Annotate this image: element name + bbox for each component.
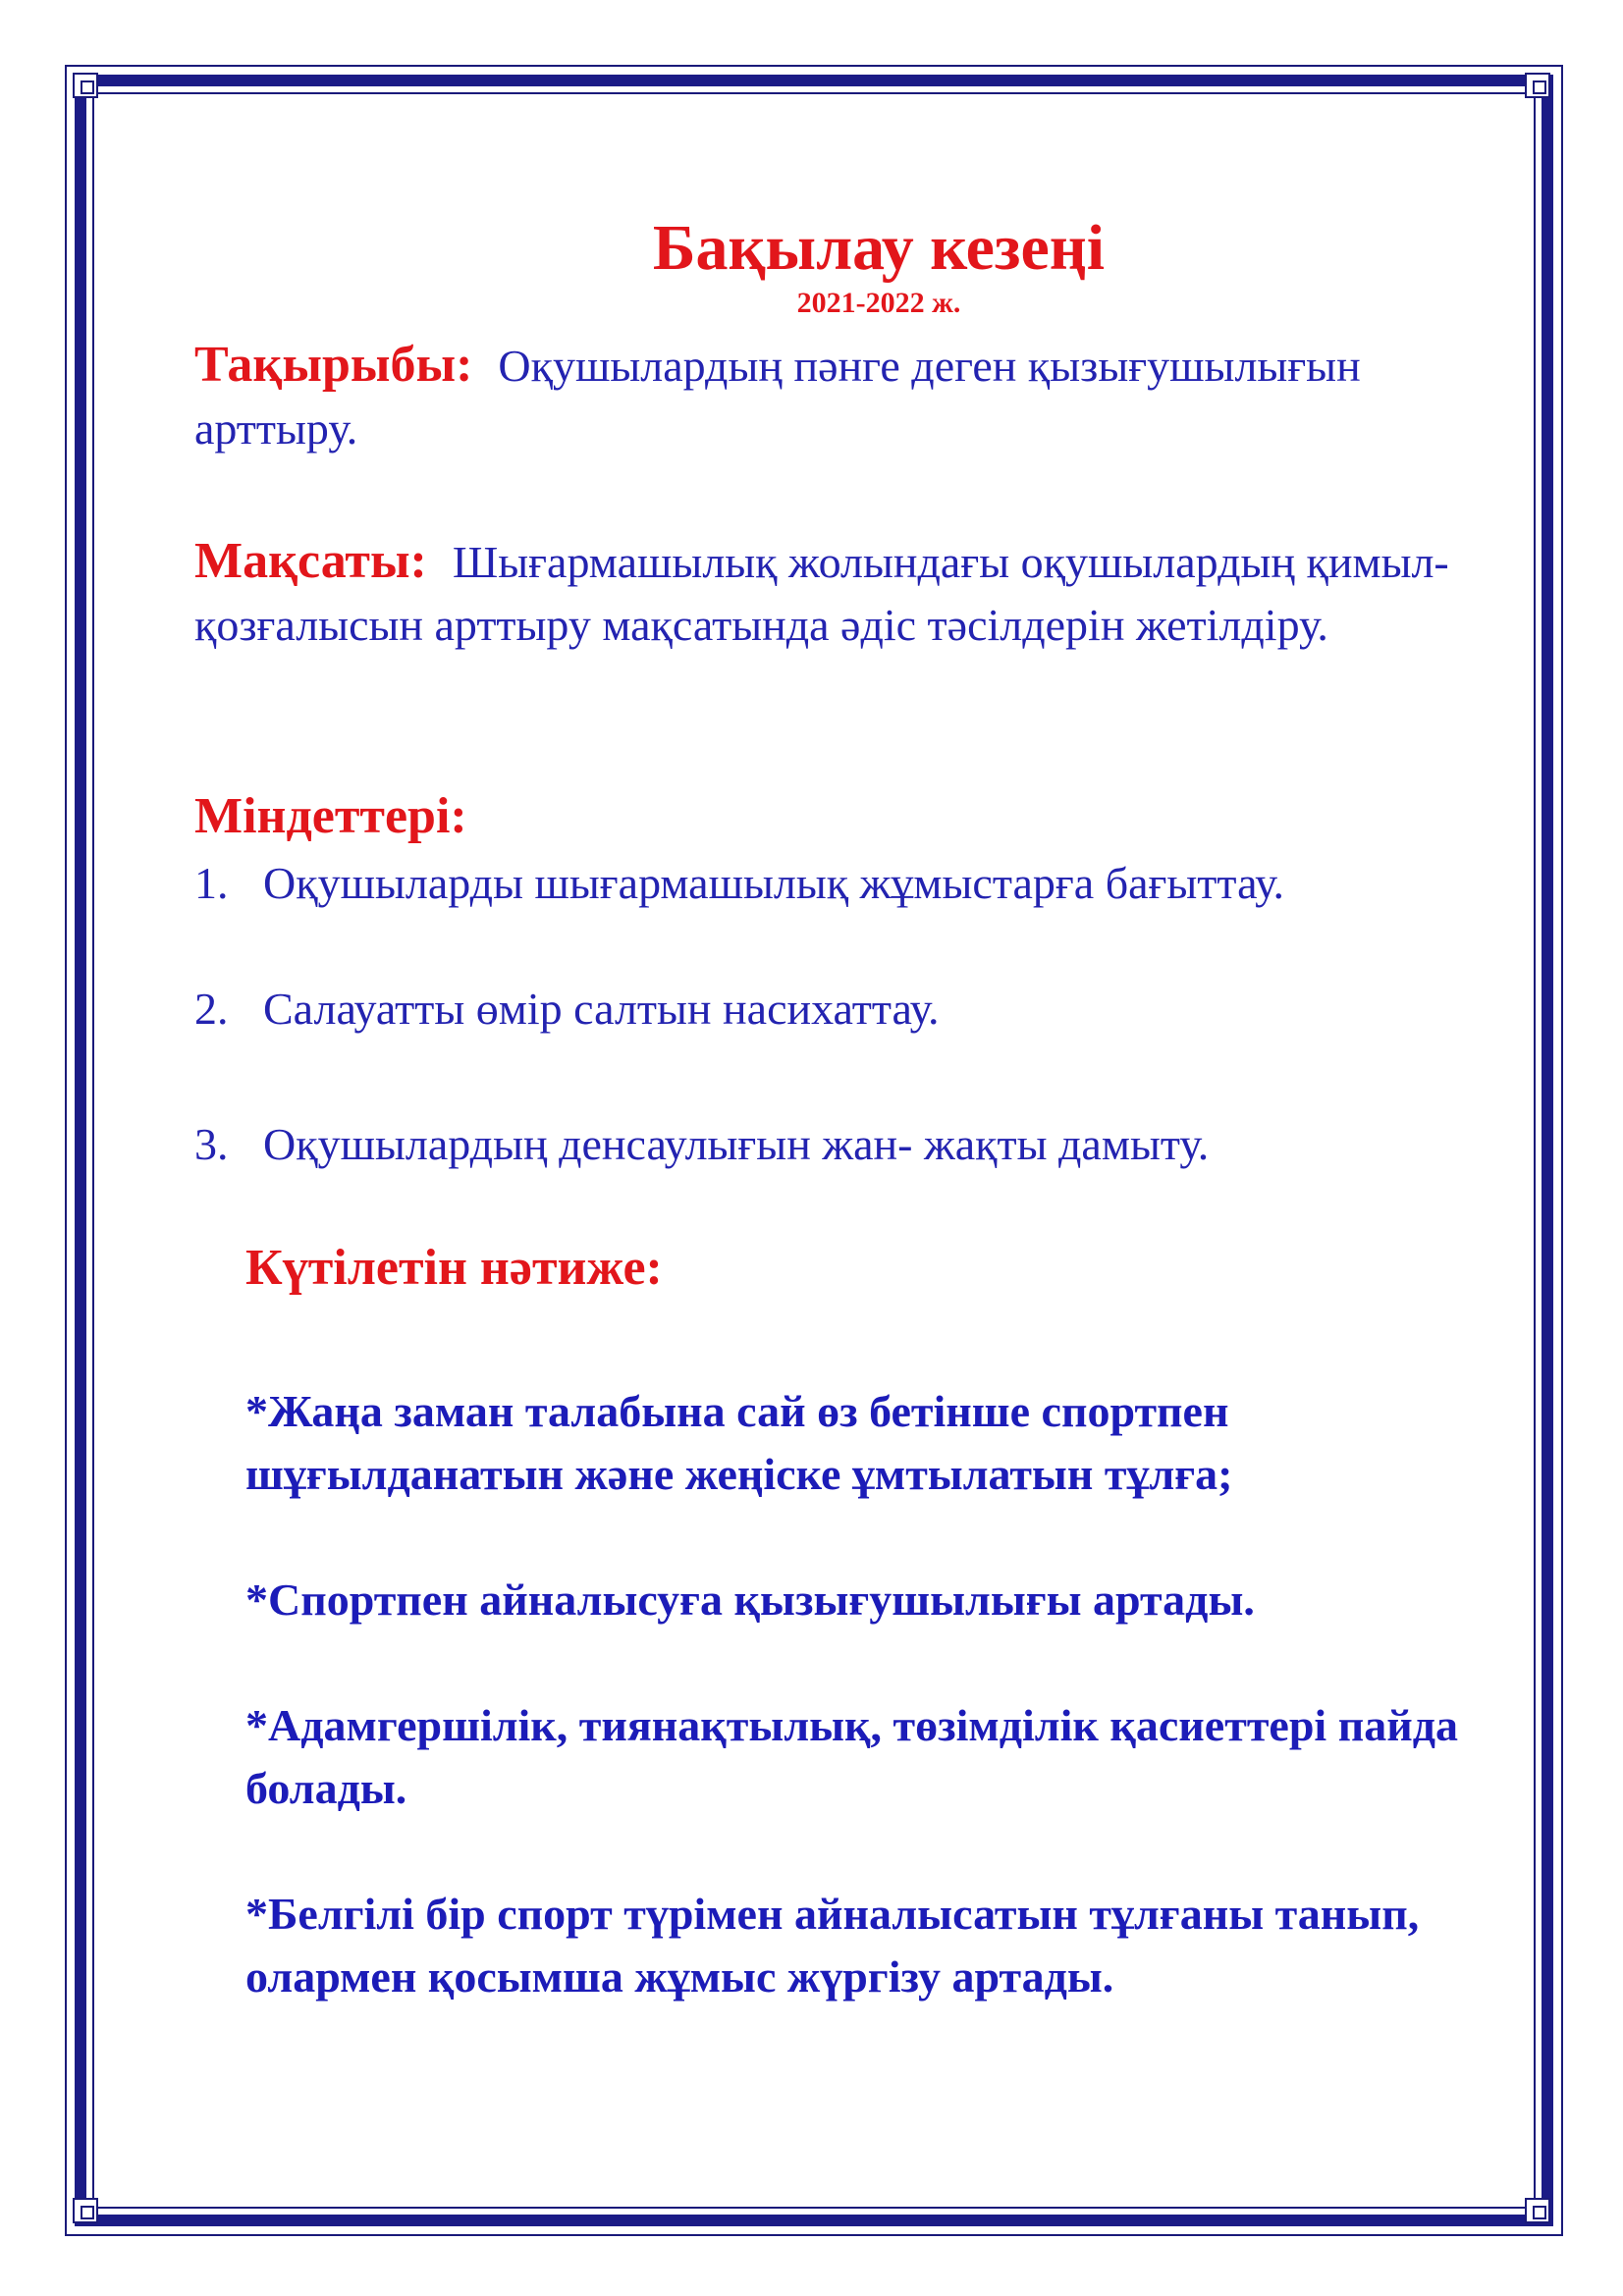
result-item: *Спортпен айналысуға қызығушылығы артады. (245, 1575, 1255, 1625)
goal-section (194, 530, 1510, 657)
border-corner-bottom-left (73, 2198, 98, 2223)
academic-year: 2021-2022 ж. (796, 287, 961, 319)
task-number: 1. (194, 858, 229, 908)
page-title: Бақылау кезеңі (652, 212, 1106, 284)
expected-results-label: Күтілетін нәтиже: (245, 1240, 663, 1296)
goal-label: Мақсаты: (194, 533, 427, 589)
task-item (194, 1115, 1530, 1174)
topic-text: Оқушылардың пәнге деген қызығушылығын арттыру. (194, 341, 1361, 454)
task-item (194, 980, 1530, 1039)
border-corner-bottom-right (1525, 2198, 1550, 2223)
task-text: Оқушылардың денсаулығын жан- жақты дамыту. (263, 1119, 1210, 1169)
border-corner-top-left (73, 73, 98, 98)
topic-section (194, 334, 1510, 460)
task-item (194, 854, 1530, 913)
task-number: 3. (194, 1119, 229, 1169)
task-number: 2. (194, 984, 229, 1034)
task-text: Салауатты өмір салтын насихаттау. (263, 984, 940, 1034)
goal-text: Шығармашылық жолындағы оқушылардың қимыл- қозғалысын арттыру мақсатында әдіс тәсілдерін жетілдіру. (194, 537, 1449, 650)
result-item: *Белгілі бір спорт түрімен айналысатын тұлғаны танып, олармен қосымша жұмыс жүргізу артады. (245, 1889, 1420, 2002)
tasks-label: Міндеттері: (194, 788, 467, 844)
border-corner-top-right (1525, 73, 1550, 98)
result-item: *Адамгершілік, тиянақтылық, төзімділік қасиеттері пайда болады. (245, 1700, 1458, 1813)
topic-label: Тақырыбы: (194, 337, 473, 393)
result-item: *Жаңа заман талабына сай өз бетінше спортпен шұғылданатын және жеңіске ұмтылатын тұлға; (245, 1386, 1233, 1499)
task-text: Оқушыларды шығармашылық жұмыстарға бағыттау. (263, 858, 1285, 908)
